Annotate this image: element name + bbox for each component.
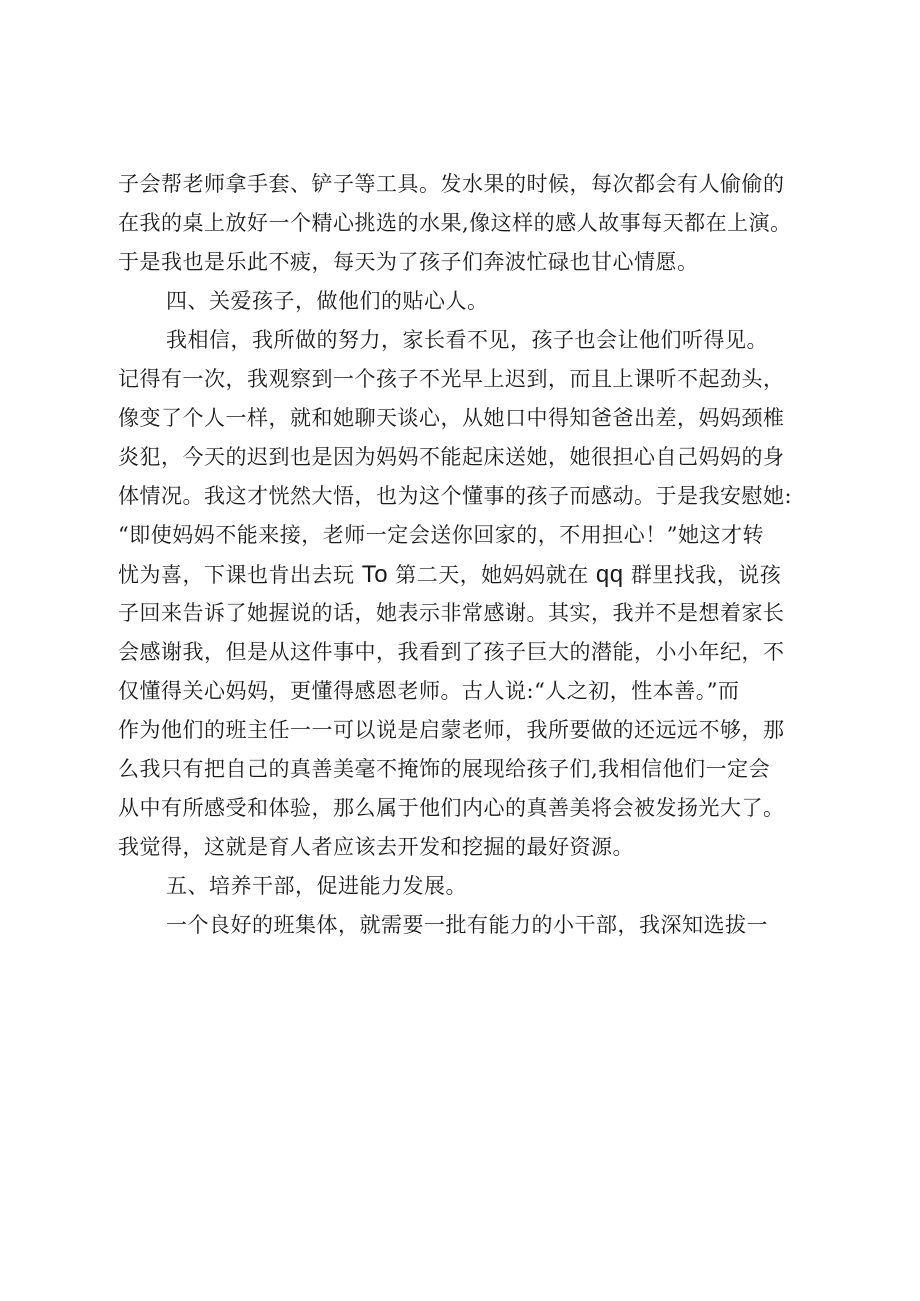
text-line: 从中有所感受和体验，那么属于他们内心的真善美将会被发扬光大了。: [118, 796, 785, 820]
text-segment: 群里找我，说孩: [630, 563, 782, 587]
text-line: 炎犯，今天的迟到也是因为妈妈不能起床送她，她很担心自己妈妈的身: [118, 445, 785, 469]
text-line: 子回来告诉了她握说的话，她表示非常感谢。其实，我并不是想着家长: [118, 601, 785, 625]
text-line: 一个良好的班集体，就需要一批有能力的小干部，我深知选拔一: [166, 913, 768, 937]
text-line: 记得有一次，我观察到一个孩子不光早上迟到，而且上课听不起劲头，: [118, 367, 785, 391]
latin-segment: To: [361, 561, 389, 588]
text-line: 在我的桌上放好一个精心挑选的水果,像这样的感人故事每天都在上演。: [118, 211, 792, 235]
text-segment: 忧为喜，下课也肯出去玩: [118, 563, 355, 587]
text-line: 仅懂得关心妈妈，更懂得感恩老师。古人说:“人之初，性本善。”而: [118, 679, 740, 703]
section-heading-5: 五、培养干部，促进能力发展。: [166, 874, 467, 898]
text-line: 么我只有把自己的真善美毫不掩饰的展现给孩子们,我相信他们一定会: [118, 757, 771, 781]
text-line: 会感谢我，但是从这件事中，我看到了孩子巨大的潜能，小小年纪，不: [118, 640, 785, 664]
text-line: 子会帮老师拿手套、铲子等工具。发水果的时候，每次都会有人偷偷的: [118, 172, 785, 196]
text-line-mixed: [118, 555, 858, 594]
text-segment: 第二天，她妈妈就在: [395, 563, 589, 587]
text-line: 体情况。我这才恍然大悟，也为这个懂事的孩子而感动。于是我安慰她:: [118, 484, 793, 508]
text-line: 我觉得，这就是育人者应该去开发和挖掘的最好资源。: [118, 835, 634, 859]
text-line: 作为他们的班主任一一可以说是启蒙老师，我所要做的还远远不够，那: [118, 718, 785, 742]
text-line: 我相信，我所做的努力，家长看不见，孩子也会让他们听得见。: [166, 328, 768, 352]
text-line: 于是我也是乐此不疲，每天为了孩子们奔波忙碌也甘心情愿。: [118, 250, 699, 274]
document-body: [118, 165, 858, 945]
text-line: “即使妈妈不能来接，老师一定会送你回家的，不用担心！”她这才转: [118, 523, 764, 547]
section-heading-4: 四、关爱孩子，做他们的贴心人。: [166, 289, 489, 313]
latin-segment: qq: [595, 561, 624, 588]
text-line: 像变了个人一样，就和她聊天谈心，从她口中得知爸爸出差，妈妈颈椎: [118, 406, 785, 430]
